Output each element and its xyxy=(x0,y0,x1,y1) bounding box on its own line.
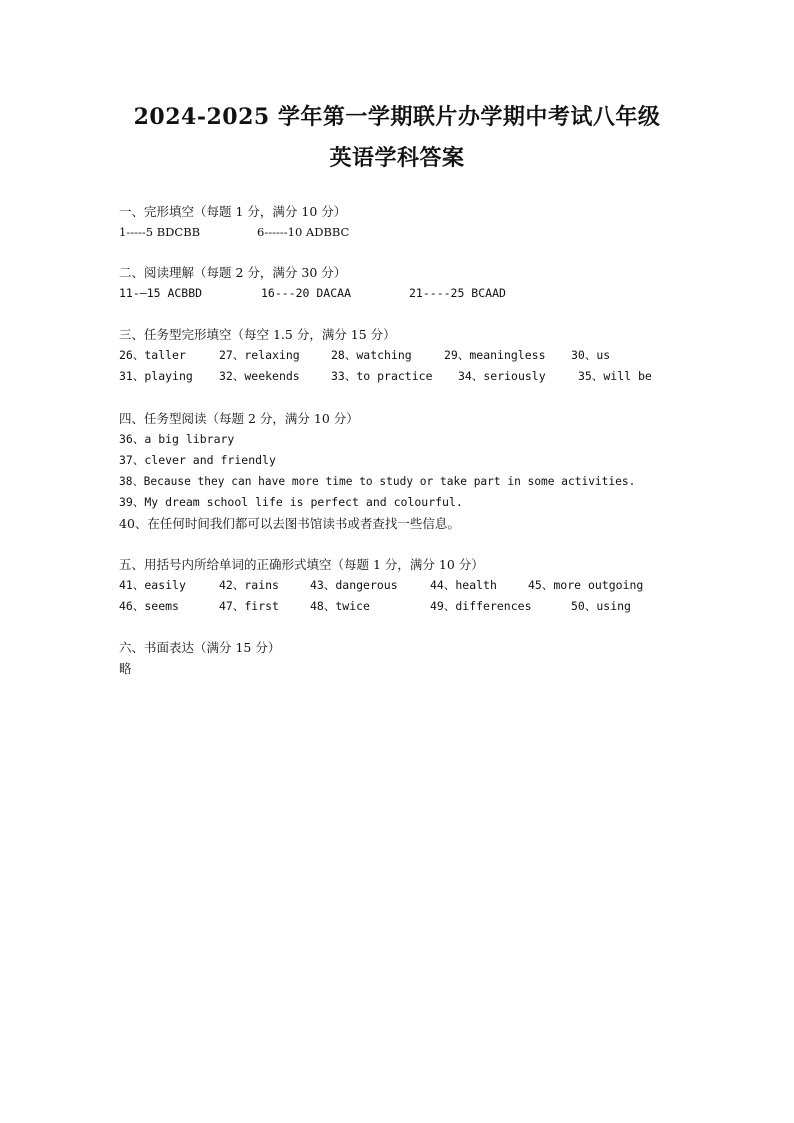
section-heading: 五、用括号内所给单词的正确形式填空（每题 1 分，满分 10 分） xyxy=(119,557,484,572)
section-reading xyxy=(119,262,719,304)
answer-item: 26、taller xyxy=(119,348,186,362)
answer-group: 1-----5 BDCBB xyxy=(119,225,201,239)
answer-item: 45、more outgoing xyxy=(528,578,644,592)
section-word-forms xyxy=(119,554,719,617)
writing-answer: 略 xyxy=(119,661,132,676)
answer-item: 41、easily xyxy=(119,578,186,592)
answer-group: 11-—15 ACBBD xyxy=(119,286,203,300)
answer-item: 32、weekends xyxy=(219,369,300,383)
answer-row xyxy=(119,345,719,366)
answer-item: 27、relaxing xyxy=(219,348,300,362)
answer-item: 50、using xyxy=(571,599,631,613)
answer-item: 28、watching xyxy=(331,348,412,362)
section-heading: 二、阅读理解（每题 2 分，满分 30 分） xyxy=(119,265,347,280)
document-title: 2024-2025 学年第一学期联片办学期中考试八年级 xyxy=(133,104,661,130)
section-heading: 三、任务型完形填空（每空 1.5 分，满分 15 分） xyxy=(119,327,396,342)
answer-line: 36、a big library xyxy=(119,432,235,446)
answer-item: 29、meaningless xyxy=(444,348,546,362)
section-heading: 一、完形填空（每题 1 分，满分 10 分） xyxy=(119,204,347,219)
answer-item: 47、first xyxy=(219,599,279,613)
answer-line: 38、Because they can have more time to study or take part in some activities. xyxy=(119,475,636,488)
answer-item: 35、will be xyxy=(578,369,652,383)
section-task-reading xyxy=(119,408,719,534)
document-subtitle: 英语学科答案 xyxy=(329,145,465,171)
answer-group: 6------10 ADBBC xyxy=(257,225,350,239)
answer-row xyxy=(119,222,719,243)
answer-row xyxy=(119,366,719,387)
answer-row xyxy=(119,283,719,304)
answer-item: 42、rains xyxy=(219,578,279,592)
answer-item: 49、differences xyxy=(430,599,532,613)
answer-item: 30、us xyxy=(571,348,611,362)
answer-item: 33、to practice xyxy=(331,369,433,383)
answer-line: 39、My dream school life is perfect and colourful. xyxy=(119,495,463,509)
answer-line: 40、在任何时间我们都可以去图书馆读书或者查找一些信息。 xyxy=(119,516,460,531)
answer-group: 16---20 DACAA xyxy=(261,286,352,300)
answer-item: 43、dangerous xyxy=(310,578,398,592)
answer-row xyxy=(119,575,719,596)
answer-item: 44、health xyxy=(430,578,497,592)
section-task-cloze xyxy=(119,324,719,387)
answer-line: 37、clever and friendly xyxy=(119,453,276,467)
answer-row xyxy=(119,596,719,617)
section-heading: 六、书面表达（满分 15 分） xyxy=(119,640,281,655)
answer-item: 31、playing xyxy=(119,369,193,383)
answer-item: 48、twice xyxy=(310,599,370,613)
section-writing xyxy=(119,637,719,679)
answer-group: 21----25 BCAAD xyxy=(409,286,506,300)
answer-item: 34、seriously xyxy=(458,369,546,383)
section-heading: 四、任务型阅读（每题 2 分，满分 10 分） xyxy=(119,411,359,426)
answer-item: 46、seems xyxy=(119,599,179,613)
section-cloze xyxy=(119,201,719,243)
